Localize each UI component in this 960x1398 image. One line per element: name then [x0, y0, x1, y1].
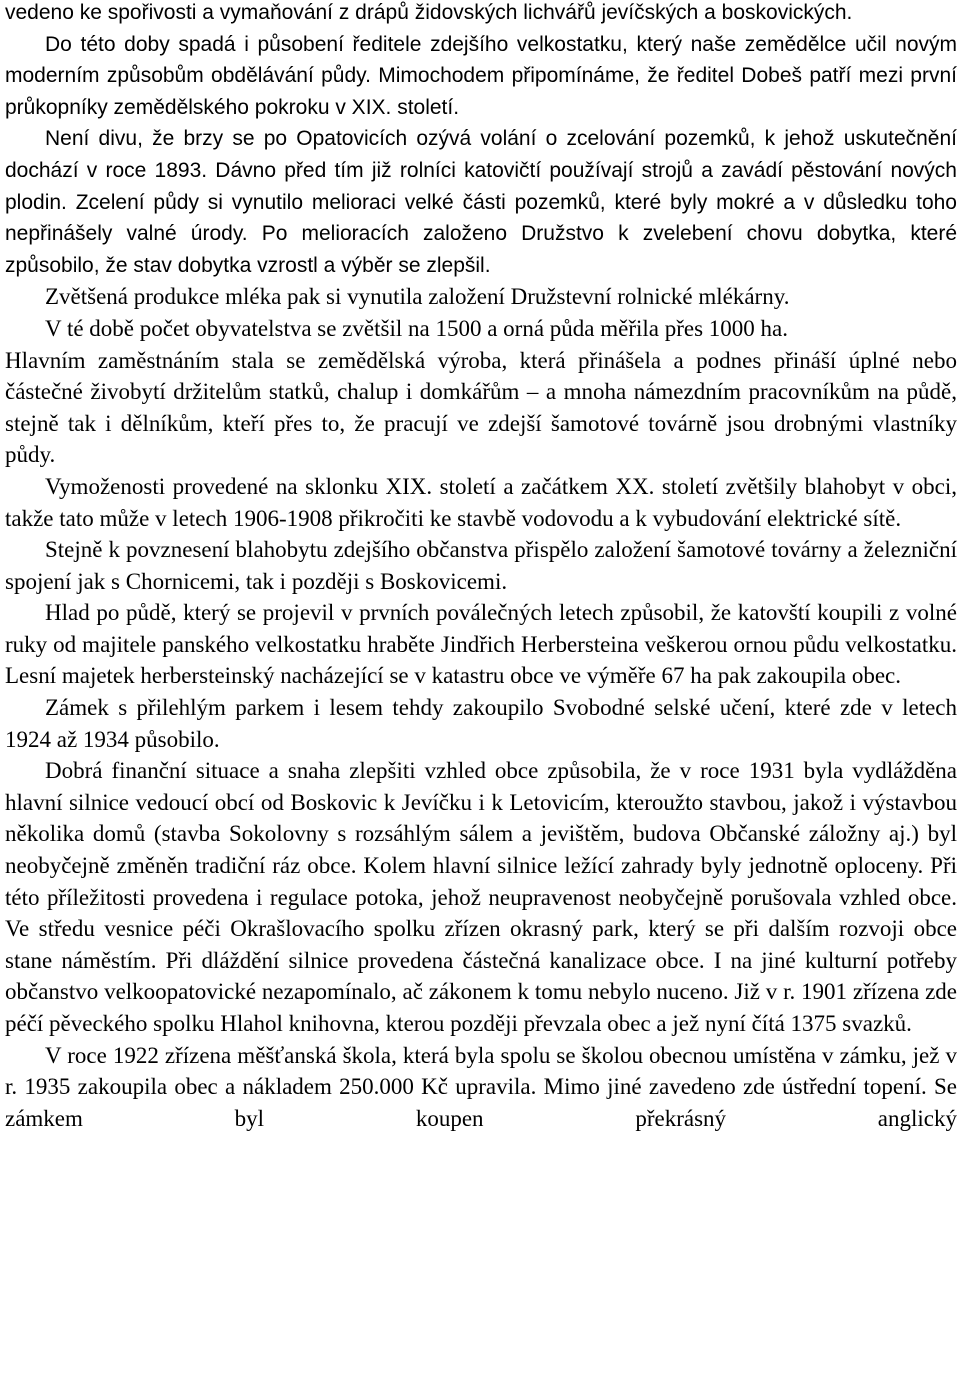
paragraph-1: vedeno ke spořivosti a vymaňování z drápů židovských lichvářů jevíčských a boskovických.	[5, 1, 853, 24]
paragraph-12: V roce 1922 zřízena měšťanská škola, která byla spolu se školou obecnou umístěna v zámku, jež v r. 1935 zakoupila obec a nákladem 250.000 Kč upravila. Mimo jiné zavedeno zde ústřední topení. Se zámkem byl koupen překrásný anglický	[5, 1042, 957, 1131]
paragraph-6: Hlavním zaměstnáním stala se zemědělská výroba, která přinášela a podnes přináší úplné nebo částečné živobytí držitelům statků, chalup i domkářům – a mnoha námezdním pracovníkům na půdě, stejně tak i dělníkům, kteří přes to, že pracují ve zdejší šamotové továrně jsou drobnými vlastníky půdy.	[5, 347, 957, 468]
paragraph-4: Zvětšená produkce mléka pak si vynutila založení Družstevní rolnické mlékárny.	[45, 284, 790, 310]
paragraph-2: Do této doby spadá i působení ředitele zdejšího velkostatku, který naše zemědělce učil novým moderním způsobům obdělávání půdy. Mimochodem připomínáme, že ředitel Dobeš patří mezi první průkopníky zemědělského pokroku v XIX. století.	[5, 32, 957, 119]
paragraph-10: Zámek s přilehlým parkem i lesem tehdy zakoupilo Svobodné selské učení, které zde v letech 1924 až 1934 působilo.	[5, 695, 957, 752]
paragraph-11: Dobrá finanční situace a snaha zlepšiti vzhled obce způsobila, že v roce 1931 byla vydlážděna hlavní silnice vedoucí obcí od Boskovic k Jevíčku i k Letovicím, kteroužto stavbou, jakož i výstavbou několika domů (stavba Sokolovny s rozsáhlým sálem a jevištěm, budova Občanské záložny aj.) byl neobyčejně změněn tradiční ráz obce. Kolem hlavní silnice ležící zahrady byly jednotně oploceny. Při této příležitosti provedena i regulace potoka, jehož neupravenost neobyčejně porušovala vzhled obce. Ve středu vesnice péči Okrašlovacího spolku zřízen okrasný park, který se při dalším rozvoji obce stane náměstím. Při dláždění silnice provedena částečná kanalizace obce. I na jiné kulturní potřeby občanstvo velkoopatovické nezapomínalo, ač zákonem k tomu nebylo nuceno. Již v r. 1901 zřízena zde péčí pěveckého spolku Hlahol knihovna, kterou později převzala obec a jež nyní čítá 1375 svazků.	[5, 758, 957, 1036]
paragraph-5: V té době počet obyvatelstva se zvětšil na 1500 a orná půda měřila přes 1000 ha.	[45, 315, 789, 341]
paragraph-7: Vymoženosti provedené na sklonku XIX. století a začátkem XX. století zvětšily blahobyt v obci, takže tato může v letech 1906-1908 přikročiti ke stavbě vodovodu a k vybudování elektrické sítě.	[5, 473, 957, 531]
paragraph-9: Hlad po půdě, který se projevil v prvních poválečných letech způsobil, že katovští koupili z volné ruky od majitele panského velkostatku hraběte Jindřich Herbersteina veškerou ornou půdu velkostatku. Lesní majetek herbersteinský nacházející se v katastru obce ve výměře 67 ha pak zakoupila obec.	[5, 600, 957, 689]
paragraph-3: Není divu, že brzy se po Opatovicích ozývá volání o zcelování pozemků, k jehož uskutečnění dochází v roce 1893. Dávno před tím již rolníci katovičtí používají strojů a zavádí pěstování nových plodin. Zcelení půdy si vynutilo melioraci velké části pozemků, které byly mokré a v důsledku toho nepřinášely valné úrody. Po melioracích založeno Družstvo k zvelebení chovu dobytka, které způsobilo, že stav dobytka vzrostl a výběr se zlepšil.	[5, 127, 957, 277]
paragraph-8: Stejně k povznesení blahobytu zdejšího občanstva přispělo založení šamotové továrny a železniční spojení jak s Chornicemi, tak i později s Boskovicemi.	[5, 537, 957, 594]
